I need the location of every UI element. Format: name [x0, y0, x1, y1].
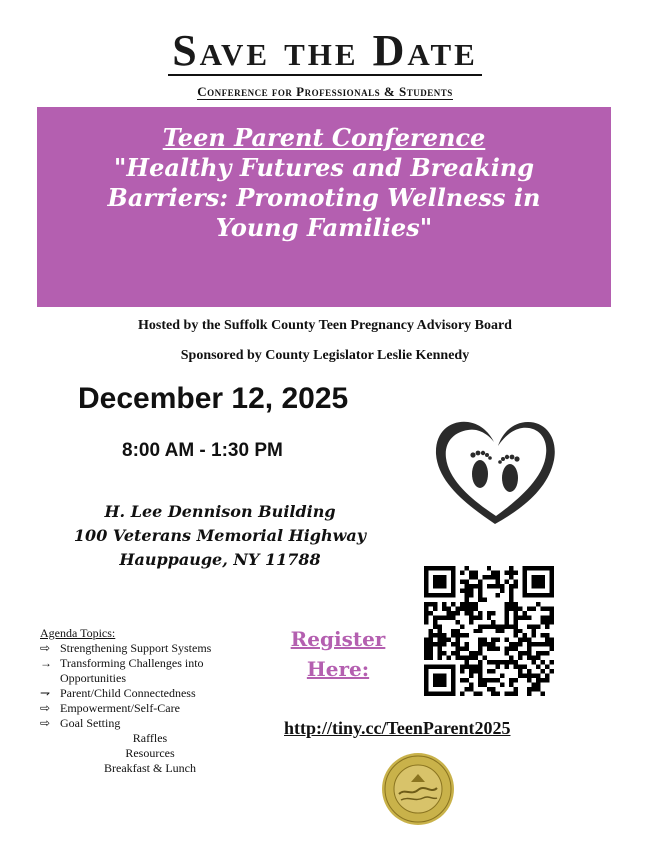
heart-outline	[436, 422, 555, 524]
extra-meals: Breakfast & Lunch	[104, 761, 196, 775]
event-time: 8:00 AM - 1:30 PM	[122, 440, 283, 461]
agenda-item	[40, 686, 270, 701]
county-seal-logo	[381, 752, 455, 826]
arrow-icon: ⇁	[40, 686, 51, 700]
arrow-icon: ⇨	[40, 701, 51, 715]
register-line-1[interactable]: Register	[290, 627, 386, 651]
extra-raffles: Raffles	[132, 731, 168, 745]
banner-title: Teen Parent Conference	[162, 123, 486, 152]
agenda-item	[40, 641, 270, 656]
save-the-date-title: Save the Date	[168, 28, 482, 76]
hosted-by-text: Hosted by the Suffolk County Teen Pregnancy Advisory Board	[138, 318, 512, 333]
venue-street: 100 Veterans Memorial Highway	[73, 526, 367, 545]
event-date: December 12, 2025	[78, 382, 349, 415]
agenda-item	[40, 656, 270, 686]
agenda-item-label: Goal Setting	[60, 716, 121, 730]
sponsored-by-text: Sponsored by County Legislator Leslie Kennedy	[180, 348, 470, 363]
arrow-icon: →	[40, 656, 52, 670]
agenda-item-label: Strengthening Support Systems	[60, 641, 212, 655]
arrow-icon: ⇨	[40, 641, 51, 655]
register-line-2[interactable]: Here:	[306, 657, 370, 681]
agenda-item-label: Empowerment/Self-Care	[60, 701, 180, 715]
left-footprint	[470, 451, 491, 488]
agenda-list	[40, 626, 270, 776]
agenda-heading: Agenda Topics:	[40, 626, 116, 640]
venue-city: Hauppauge, NY 11788	[119, 550, 321, 569]
arrow-icon: ⇨	[40, 716, 51, 730]
agenda-item	[40, 716, 270, 731]
register-here-link[interactable]	[278, 624, 398, 684]
conference-subtitle: Conference for Professionals & Students	[197, 84, 453, 99]
conference-subtitle-wrap	[0, 84, 650, 100]
save-the-date-title-wrap	[0, 28, 650, 76]
agenda-item	[40, 701, 270, 716]
venue-address	[70, 500, 370, 572]
extra-resources: Resources	[125, 746, 175, 760]
banner-theme: "Healthy Futures and Breaking Barriers: Promoting Wellness in Young Families"	[107, 153, 541, 242]
registration-url-link[interactable]: http://tiny.cc/TeenParent2025	[284, 718, 511, 738]
right-footprint	[498, 455, 519, 492]
agenda-item-label: Parent/Child Connectedness	[60, 686, 196, 700]
register-qr-code[interactable]	[424, 566, 554, 696]
agenda-item-label: Transforming Challenges into Opportunities	[60, 656, 204, 685]
heart-footprints-icon	[430, 412, 560, 530]
conference-banner	[37, 107, 611, 307]
venue-building: H. Lee Dennison Building	[104, 502, 336, 521]
